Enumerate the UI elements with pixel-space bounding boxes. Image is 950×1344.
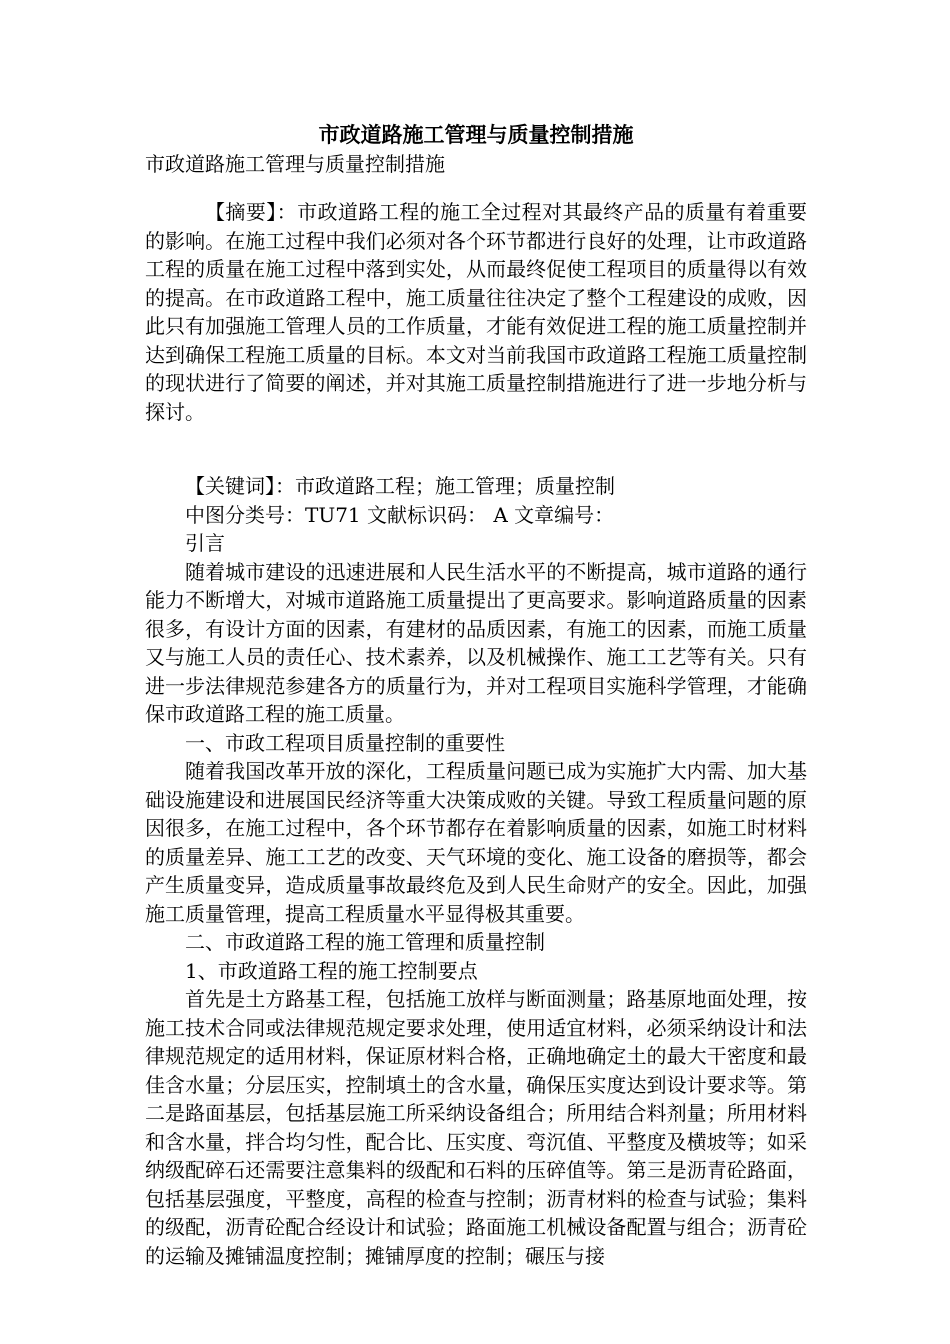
document-subtitle: 市政道路施工管理与质量控制措施 <box>145 152 445 176</box>
section-2-heading: 二、市政道路工程的施工管理和质量控制 <box>185 930 545 954</box>
abstract-paragraph: 【摘要】：市政道路工程的施工全过程对其最终产品的质量有着重要的影响。在施工过程中我们必须对各个环节都进行良好的处理，让市政道路工程的质量在施工过程中落到实处，从而最终促使工程项目的质量得以有效的提高。在市政道路工程中，施工质量往往决定了整个工程建设的成败，因此只有加强施工管理人员的工作质量，才能有效促进工程的施工质量控制并达到确保工程施工质量的目标。本文对当前我国市政道路工程施工质量控制的现状进行了简要的阐述，并对其施工质量控制措施进行了进一步地分析与探讨。 <box>145 200 807 424</box>
section-1-heading: 一、市政工程项目质量控制的重要性 <box>185 730 505 755</box>
document-title: 市政道路施工管理与质量控制措施 <box>318 122 634 147</box>
keywords-line: 【关键词】：市政道路工程；施工管理；质量控制 <box>185 474 615 498</box>
classification-line: 中图分类号：TU71 文献标识码： A 文章编号： <box>185 502 615 527</box>
section-2-1-heading: 1、市政道路工程的施工控制要点 <box>185 958 478 983</box>
section-1-paragraph: 随着我国改革开放的深化，工程质量问题已成为实施扩大内需、加大基础设施建设和进展国民经济等重大决策成败的关键。导致工程质量问题的原因很多，在施工过程中，各个环节都存在着影响质量的因素，如施工时材料的质量差异、施工工艺的改变、天气环境的变化、施工设备的磨损等，都会产生质量变异，造成质量事故最终危及到人民生命财产的安全。因此，加强施工质量管理，提高工程质量水平显得极其重要。 <box>145 759 807 926</box>
intro-heading: 引言 <box>185 531 225 555</box>
section-2-1-paragraph: 首先是土方路基工程，包括施工放样与断面测量；路基原地面处理，按施工技术合同或法律规范规定要求处理，使用适宜材料，必须采纳设计和法律规范规定的适用材料，保证原材料合格，正确地确定土的最大干密度和最佳含水量；分层压实，控制填土的含水量，确保压实度达到设计要求等。第二是路面基层，包括基层施工所采纳设备组合；所用结合料剂量；所用材料和含水量，拌合均匀性，配合比、压实度、弯沉值、平整度及横坡等；如采纳级配碎石还需要注意集料的级配和石料的压碎值等。第三是沥青砼路面，包括基层强度，平整度，高程的检查与控制；沥青材料的检查与试验；集料的级配，沥青砼配合经设计和试验；路面施工机械设备配置与组合；沥青砼的运输及摊铺温度控制；摊铺厚度的控制；碾压与接 <box>145 987 807 1268</box>
intro-paragraph: 随着城市建设的迅速进展和人民生活水平的不断提高，城市道路的通行能力不断增大，对城市道路施工质量提出了更高要求。影响道路质量的因素很多，有设计方面的因素，有建材的品质因素，有施工的因素，而施工质量又与施工人员的责任心、技术素养，以及机械操作、施工工艺等有关。只有进一步法律规范参建各方的质量行为，并对工程项目实施科学管理，才能确保市政道路工程的施工质量。 <box>145 559 807 726</box>
document-body <box>145 120 807 1270</box>
